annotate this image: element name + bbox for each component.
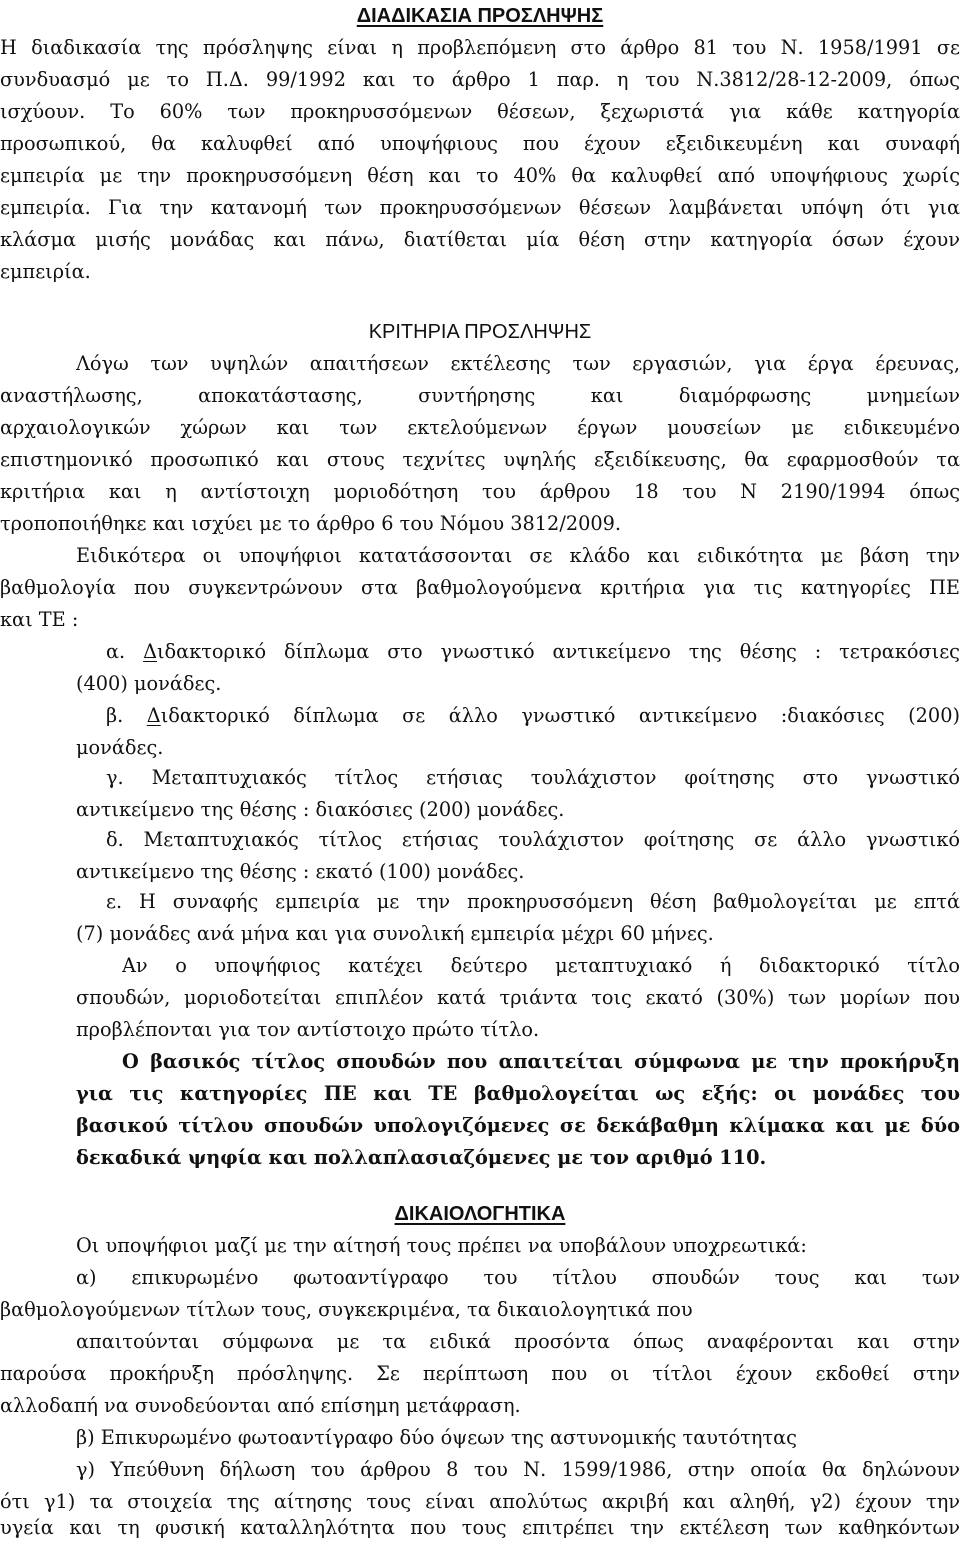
criteria-line: και ΤΕ : (0, 608, 79, 631)
item-b-label: β. (106, 704, 124, 727)
item-a-text: ιδακτορικό δίπλωμα στο γνωστικό αντικείμενο της θέσης : τετρακόσιες (157, 640, 960, 663)
base-title-line: για τις κατηγορίες ΠΕ και ΤΕ βαθμολογείται ως εξής: οι μονάδες του (76, 1082, 960, 1105)
procedure-line: προσωπικού, θα καλυφθεί από υποψήφιους που έχουν εξειδικευμένη και συναφή (0, 132, 960, 155)
section-heading-criteria (0, 316, 960, 347)
criteria-item-e-cont: (7) μονάδες ανά μήνα και για συνολική εμπειρία μέχρι 60 μήνες. (76, 922, 714, 945)
criteria-heading: ΚΡΙΤΗΡΙΑ ΠΡΟΣΛΗΨΗΣ (368, 321, 592, 343)
documents-line: απαιτούνται σύμφωνα με τα ειδικά προσόντα όπως αναφέρονται και στην (76, 1330, 960, 1353)
criteria-line: αναστήλωσης, αποκατάστασης, συντήρησης και διαμόρφωσης μνημείων (0, 384, 960, 407)
criteria-line: επιστημονικό προσωπικό και στους τεχνίτες υψηλής εξειδίκευσης, θα εφαρμοσθούν τα (0, 448, 960, 471)
procedure-line: εμπειρία. (0, 260, 91, 283)
base-title-line: βασικού τίτλου σπουδών υπολογιζόμενες σε δεκάβαθμη κλίμακα και με δύο (76, 1114, 960, 1137)
documents-line: γ) Υπεύθυνη δήλωση του άρθρου 8 του Ν. 1599/1986, στην οποία θα δηλώνουν (76, 1458, 960, 1481)
section-heading-documents (0, 1198, 960, 1229)
item-a-underlined-letter: Δ (143, 640, 157, 663)
procedure-heading: ΔΙΑΔΙΚΑΣΙΑ ΠΡΟΣΛΗΨΗΣ (356, 5, 604, 27)
criteria-item-b-cont: μονάδες. (76, 736, 164, 759)
documents-line: α) επικυρωμένο φωτοαντίγραφο του τίτλου σπουδών τους και των (76, 1266, 960, 1289)
procedure-line: εμπειρία. Για την κατανομή των προκηρυσσόμενων θέσεων λαμβάνεται υπόψη ότι για (0, 196, 960, 219)
item-b-underlined-letter: Δ (146, 704, 161, 727)
item-a-label: α. (106, 640, 126, 663)
second-title-line: σπουδών, μοριοδοτείται επιπλέον κατά τριάντα τοις εκατό (30%) των μορίων που (76, 986, 960, 1009)
criteria-line: αρχαιολογικών χώρων και των εκτελούμενων έργων μουσείων με ειδικευμένο (0, 416, 960, 439)
procedure-line: συνδυασμό με το Π.Δ. 99/1992 και το άρθρο 1 παρ. η του Ν.3812/28-12-2009, όπως (0, 68, 960, 91)
second-title-line: προβλέπονται για τον αντίστοιχο πρώτο τίτλο. (76, 1018, 540, 1041)
documents-line: ότι γ1) τα στοιχεία της αίτησης τους είναι απολύτως ακριβή και αληθή, γ2) έχουν την (0, 1490, 960, 1513)
criteria-item-a-cont: (400) μονάδες. (76, 672, 222, 695)
criteria-item-a (106, 636, 960, 667)
second-title-line: Αν ο υποψήφιος κατέχει δεύτερο μεταπτυχιακό ή διδακτορικό τίτλο (122, 954, 960, 977)
documents-heading: ΔΙΚΑΙΟΛΟΓΗΤΙΚΑ (394, 1203, 566, 1225)
criteria-item-c: γ. Μεταπτυχιακός τίτλος ετήσιας τουλάχιστον φοίτησης στο γνωστικό (106, 766, 960, 789)
item-b-text: ιδακτορικό δίπλωμα σε άλλο γνωστικό αντικείμενο :διακόσιες (200) (160, 704, 960, 727)
criteria-item-d: δ. Μεταπτυχιακός τίτλος ετήσιας τουλάχιστον φοίτησης σε άλλο γνωστικό (106, 828, 960, 851)
base-title-line: δεκαδικά ψηφία και πολλαπλασιαζόμενες με τον αριθμό 110. (76, 1146, 767, 1169)
criteria-line: κριτήρια και η αντίστοιχη μοριοδότηση του άρθρου 18 του Ν 2190/1994 όπως (0, 480, 960, 503)
criteria-item-c-cont: αντικείμενο της θέσης : διακόσιες (200) μονάδες. (76, 798, 565, 821)
base-title-line: Ο βασικός τίτλος σπουδών που απαιτείται σύμφωνα με την προκήρυξη (122, 1050, 960, 1073)
procedure-line: ισχύουν. Το 60% των προκηρυσσόμενων θέσεων, ξεχωριστά για κάθε κατηγορία (0, 100, 960, 123)
criteria-item-e: ε. Η συναφής εμπειρία με την προκηρυσσόμενη θέση βαθμολογείται με επτά (106, 890, 960, 913)
documents-line: βαθμολογούμενων τίτλων τους, συγκεκριμένα, τα δικαιολογητικά που (0, 1298, 693, 1321)
documents-line: β) Επικυρωμένο φωτοαντίγραφο δύο όψεων της αστυνομικής ταυτότητας (76, 1426, 797, 1449)
criteria-line: Ειδικότερα οι υποψήφιοι κατατάσσονται σε κλάδο και ειδικότητα με βάση την (76, 544, 960, 567)
criteria-line: βαθμολογία που συγκεντρώνουν στα βαθμολογούμενα κριτήρια για τις κατηγορίες ΠΕ (0, 576, 960, 599)
procedure-line: Η διαδικασία της πρόσληψης είναι η προβλεπόμενη στο άρθρο 81 του Ν. 1958/1991 σε (0, 36, 960, 59)
section-heading-procedure (0, 0, 960, 31)
criteria-item-d-cont: αντικείμενο της θέσης : εκατό (100) μονάδες. (76, 860, 525, 883)
procedure-line: εμπειρία με την προκηρυσσόμενη θέση και το 40% θα καλυφθεί από υποψήφιους χωρίς (0, 164, 960, 187)
criteria-line: Λόγω των υψηλών απαιτήσεων εκτέλεσης των εργασιών, για έργα έρευνας, (76, 352, 960, 375)
procedure-line: κλάσμα μισής μονάδας και πάνω, διατίθεται μία θέση στην κατηγορία όσων έχουν (0, 228, 960, 251)
documents-line: Οι υποψήφιοι μαζί με την αίτησή τους πρέπει να υποβάλουν υποχρεωτικά: (76, 1234, 807, 1257)
criteria-line: τροποποιήθηκε και ισχύει με το άρθρο 6 του Νόμου 3812/2009. (0, 512, 622, 535)
criteria-item-b (106, 700, 960, 731)
documents-line: αλλοδαπή να συνοδεύονται από επίσημη μετάφραση. (0, 1394, 521, 1417)
documents-line: παρούσα προκήρυξη πρόσληψης. Σε περίπτωση που οι τίτλοι έχουν εκδοθεί στην (0, 1362, 960, 1385)
documents-line: υγεία και τη φυσική καταλληλότητα που τους επιτρέπει την εκτέλεση των καθηκόντων (0, 1516, 960, 1539)
